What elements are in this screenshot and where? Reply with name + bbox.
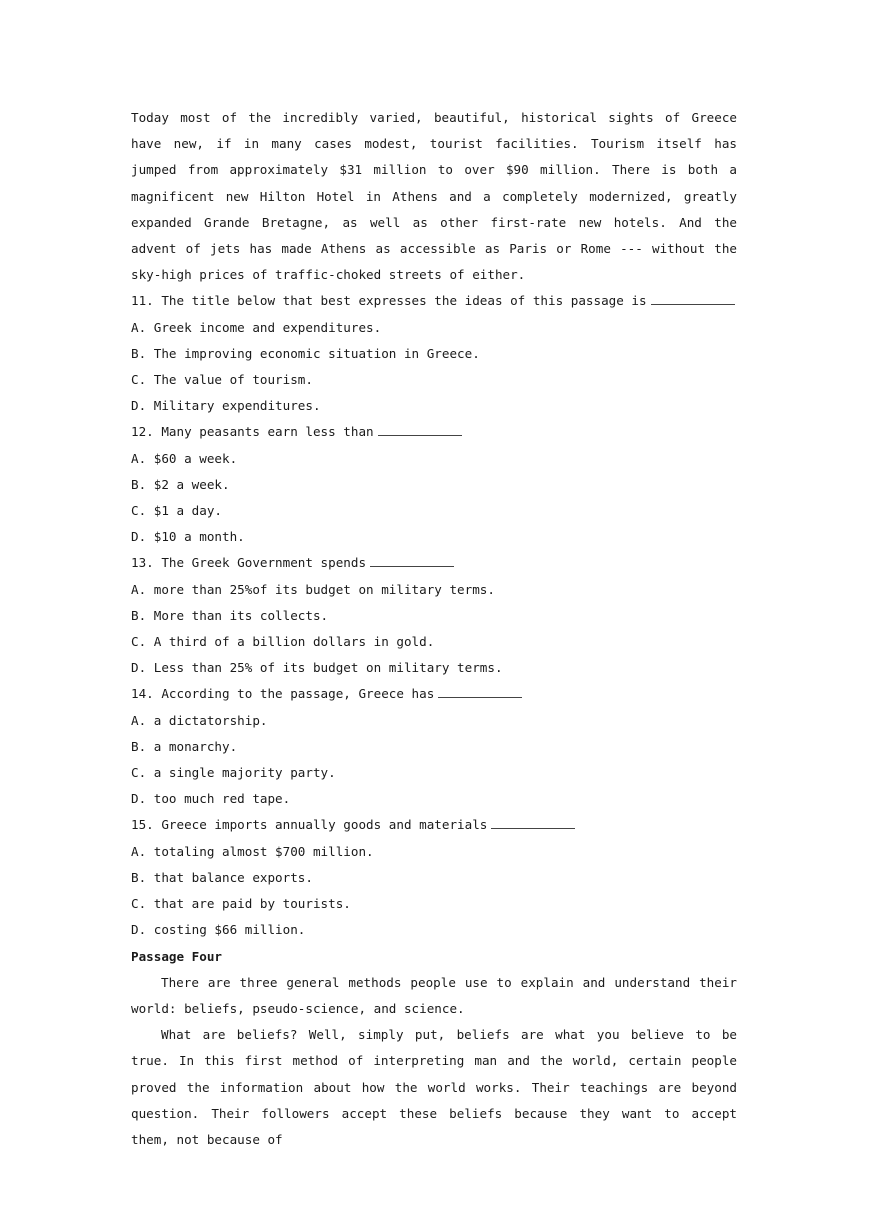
option: D. $10 a month.	[131, 529, 245, 545]
option: C. The value of tourism.	[131, 372, 313, 388]
answer-blank	[651, 303, 735, 305]
option: C. a single majority party.	[131, 765, 336, 781]
passage-four-paragraph: There are three general methods people use to explain and understand their world: beliefs, pseudo-science, and science.	[131, 974, 737, 1016]
option: C. A third of a billion dollars in gold.	[131, 634, 435, 650]
option: B. More than its collects.	[131, 607, 329, 623]
passage-four-paragraph: What are beliefs? Well, simply put, beliefs are what you believe to be true. In this first method of interpreting man and the world, certain people proved the information about how the world works. Their teachings are beyond question. Their followers accept these beliefs because they want to accept them, not because of	[131, 1027, 737, 1147]
answer-blank	[438, 696, 522, 698]
intro-paragraph: Today most of the incredibly varied, beautiful, historical sights of Greece have new, if in many cases modest, tourist facilities. Tourism itself has jumped from approximately $31 million to over $90 million. There is both a magnificent new Hilton Hotel in Athens and a completely modernized, greatly expanded Grande Bretagne, as well as other first-rate new hotels. And the advent of jets has made Athens as accessible as Paris or Rome --- without the sky-high prices of traffic-choked streets of either.	[131, 110, 737, 283]
question-stem: 13. The Greek Government spends	[131, 550, 737, 576]
option: C. $1 a day.	[131, 503, 222, 519]
option: D. Military expenditures.	[131, 398, 321, 414]
question-14	[131, 681, 737, 812]
option: A. $60 a week.	[131, 450, 238, 466]
option: D. costing $66 million.	[131, 922, 306, 938]
passage-four-heading: Passage Four	[131, 948, 222, 964]
answer-blank	[370, 565, 454, 567]
question-15	[131, 812, 737, 943]
option: A. Greek income and expenditures.	[131, 319, 382, 335]
option: C. that are paid by tourists.	[131, 896, 351, 912]
question-12	[131, 419, 737, 550]
option: D. too much red tape.	[131, 791, 291, 807]
option: B. $2 a week.	[131, 476, 230, 492]
question-stem: 15. Greece imports annually goods and materials	[131, 812, 737, 838]
option: D. Less than 25% of its budget on military terms.	[131, 660, 503, 676]
option: B. a monarchy.	[131, 738, 238, 754]
option: A. a dictatorship.	[131, 712, 268, 728]
option: B. The improving economic situation in Greece.	[131, 345, 480, 361]
option: A. totaling almost $700 million.	[131, 843, 374, 859]
answer-blank	[491, 827, 575, 829]
document-page	[131, 105, 737, 1153]
answer-blank	[378, 434, 462, 436]
question-stem: 14. According to the passage, Greece has	[131, 681, 737, 707]
question-11	[131, 288, 737, 419]
question-stem: 12. Many peasants earn less than	[131, 419, 737, 445]
option: A. more than 25%of its budget on military terms.	[131, 581, 495, 597]
option: B. that balance exports.	[131, 869, 313, 885]
question-stem: 11. The title below that best expresses the ideas of this passage is	[131, 288, 737, 314]
question-13	[131, 550, 737, 681]
